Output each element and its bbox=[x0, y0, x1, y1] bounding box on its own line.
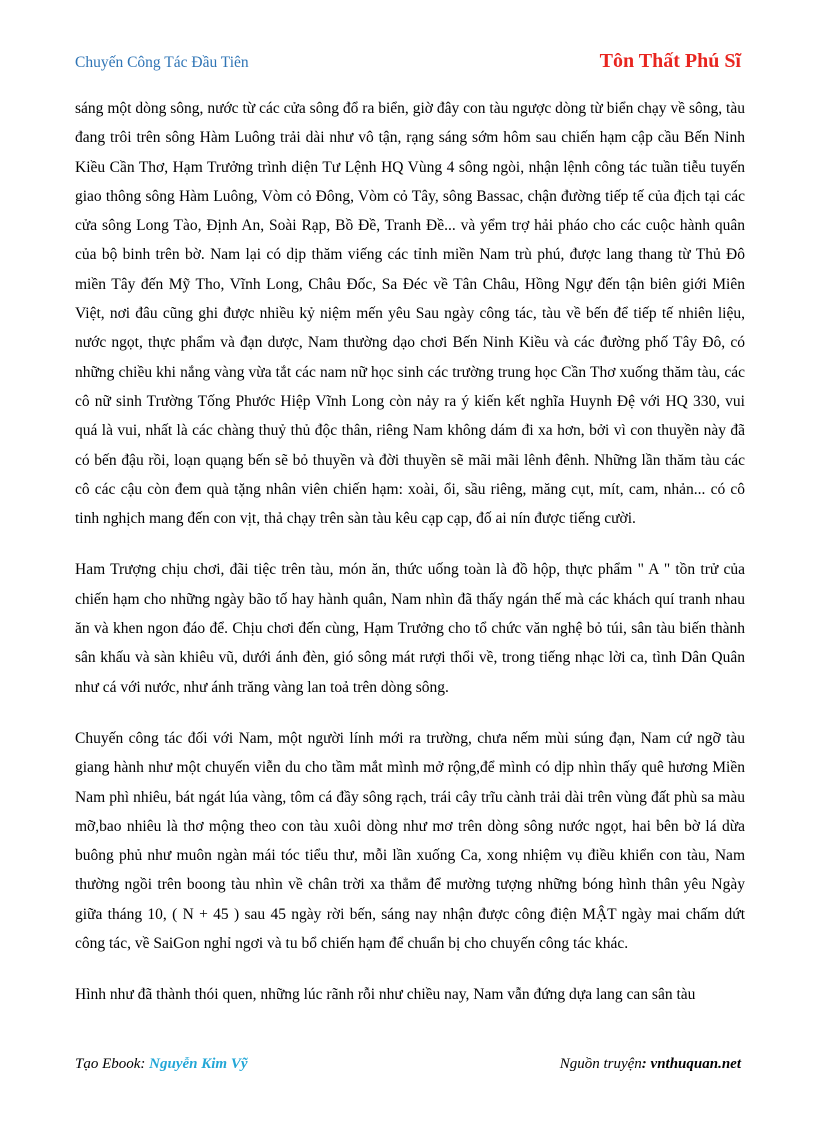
author-name: Tôn Thất Phú Sĩ bbox=[599, 50, 741, 72]
ebook-label: Tạo Ebook bbox=[75, 1056, 141, 1072]
ebook-credit bbox=[75, 1056, 248, 1073]
ebook-creator-name: Nguyễn Kim Vỹ bbox=[149, 1056, 248, 1072]
source-separator: : bbox=[641, 1056, 651, 1072]
ebook-separator: : bbox=[140, 1056, 150, 1072]
source-credit bbox=[560, 1056, 741, 1073]
source-label: Nguồn truyện bbox=[559, 1056, 642, 1072]
page-content bbox=[75, 94, 745, 1032]
page-footer bbox=[75, 1056, 741, 1078]
paragraph-3: Chuyến công tác đối với Nam, một người lính mới ra trường, chưa nếm mùi súng đạn, Nam cứ ngỡ tàu giang hành như một chuyến viễn du cho tầm mắt mình mở rộng,để mình có dịp nhìn thấy quê hương Miền Nam phì nhiêu, bát ngát lúa vàng, tôm cá đầy sông rạch, trái cây trĩu cành trải dài trên vùng đất phù sa màu mỡ,bao nhiêu là thơ mộng theo con tàu xuôi dòng như mơ trên dòng sông nước ngọt, hai bên bờ lá dừa buông phủ như muôn ngàn mái tóc tiểu thư, mỗi lần xuống Ca, xong nhiệm vụ điều khiển con tàu, Nam thường ngồi trên boong tàu nhìn về chân trời xa thẳm để mường tượng những bóng hình thân yêu Ngày giữa tháng 10, ( N + 45 ) sau 45 ngày rời bến, sáng nay nhận được công điện MẬT ngày mai chấm dứt công tác, về SaiGon nghỉ ngơi và tu bổ chiến hạm để chuẩn bị cho chuyến công tác khác. bbox=[75, 729, 745, 953]
page-header bbox=[75, 50, 741, 76]
paragraph-1: sáng một dòng sông, nước từ các cửa sông đổ ra biển, giờ đây con tàu ngược dòng từ biển chạy về sông, tàu đang trôi trên sông Hàm Luông trải dài như vô tận, rạng sáng sớm hôm sau chiến hạm cập cầu Bến Ninh Kiều Cần Thơ, Hạm Trưởng trình diện Tư Lệnh HQ Vùng 4 sông ngòi, nhận lệnh công tác tuần tiễu tuyến giao thông sông Hàm Luông, Vòm cỏ Đông, Vòm cỏ Tây, sông Bassac, chận đường tiếp tế của địch tại các cửa sông Long Tào, Định An, Soài Rạp, Bồ Đề, Tranh Đề... và yểm trợ hải pháo cho các cuộc hành quân của bộ binh trên bờ. Nam lại có dịp thăm viếng các tỉnh miền Nam trù phú, được lang thang từ Thủ Đô miền Tây đến Mỹ Tho, Vĩnh Long, Châu Đốc, Sa Đéc về Tân Châu, Hồng Ngự đến tận biên giới Miên Việt, nơi đâu cũng ghi được nhiều kỷ niệm mến yêu Sau ngày công tác, tàu về bến để tiếp tế nhiên liệu, nước ngọt, thực phẩm và đạn dược, Nam thường dạo chơi Bến Ninh Kiều và các đường phố Tây Đô, có những chiều khi nắng vàng vừa tắt các nam nữ học sinh các trường trung học Cần Thơ xuống thăm tàu, các cô nữ sinh Trường Tống Phước Hiệp Vĩnh Long còn nảy ra ý kiến kết nghĩa Huynh Đệ với HQ 330, vui quá là vui, nhất là các chàng thuỷ thủ độc thân, riêng Nam không dám đi xa hơn, bởi vì con thuyền này đã có bến đậu rồi, loạn quạng bến sẽ bỏ thuyền và đời thuyền sẽ mãi mãi lênh đênh. Những lần thăm tàu các cô các cậu còn đem quà tặng nhân viên chiến hạm: xoài, ổi, sầu riêng, măng cụt, mít, cam, nhản... có cô tinh nghịch mang đến con vịt, thả chạy trên sàn tàu kêu cạp cạp, đố ai nín được tiếng cười. bbox=[75, 100, 745, 528]
paragraph-2: Ham Trượng chịu chơi, đãi tiệc trên tàu, món ăn, thức uống toàn là đồ hộp, thực phẩm " A " tồn trử của chiến hạm cho những ngày bão tố hay hành quân, Nam nhìn đã thấy ngán thế mà các khách quí tranh nhau ăn và khen ngon đáo để. Chịu chơi đến cùng, Hạm Trưởng cho tổ chức văn nghệ bỏ túi, sân tàu biến thành sân khấu và sàn khiêu vũ, dưới ánh đèn, gió sông mát rượi thổi về, trong tiếng nhạc lời ca, tình Dân Quân như cá với nước, như ánh trăng vàng lan toả trên dòng sông. bbox=[75, 561, 745, 696]
book-title: Chuyến Công Tác Đầu Tiên bbox=[75, 54, 249, 71]
source-site: vnthuquan.net bbox=[650, 1056, 741, 1072]
paragraph-4: Hình như đã thành thói quen, những lúc rãnh rỗi như chiều nay, Nam vẫn đứng dựa lang can sân tàu bbox=[75, 986, 696, 1004]
